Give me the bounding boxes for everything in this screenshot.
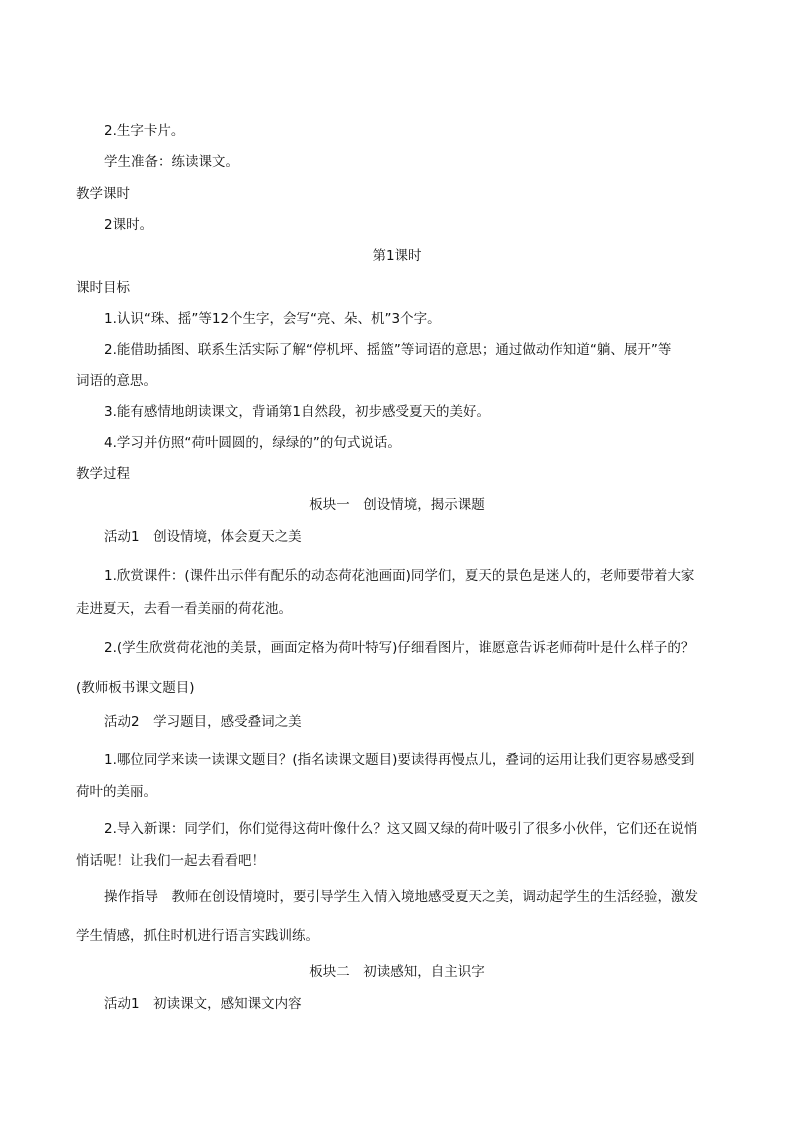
activity-line: 荷叶的美丽。 [76,784,157,800]
activity-line: 1.欣赏课件：(课件出示伴有配乐的动态荷花池画面)同学们，夏天的景色是迷人的，老师要带着大家 [104,568,695,584]
prep-item-cards: 2.生字卡片。 [104,123,185,139]
activity-title: 活动1 创设情境，体会夏天之美 [104,529,302,545]
operation-guide: 操作指导 教师在创设情境时，要引导学生入情入境地感受夏天之美，调动起学生的生活经验，激发 [104,889,698,905]
activity-line: 2.导入新课：同学们，你们觉得这荷叶像什么？这又圆又绿的荷叶吸引了很多小伙伴，它们还在说悄 [104,821,698,837]
process-heading: 教学过程 [76,466,130,482]
goal-line: 4.学习并仿照“荷叶圆圆的，绿绿的”的句式说话。 [104,435,401,451]
activity-line: 2.(学生欣赏荷花池的美景，画面定格为荷叶特写)仔细看图片，谁愿意告诉老师荷叶是什么样子的？ [104,640,695,656]
activity-line: 悄话呢！让我们一起去看看吧！ [76,853,265,869]
goal-line: 2.能借助插图、联系生活实际了解“停机坪、摇篮”等词语的意思；通过做动作知道“躺、展开”等 [104,342,672,358]
student-preparation: 学生准备：练读课文。 [104,154,239,170]
lesson-title: 第1课时 [372,248,422,264]
activity-title: 活动2 学习题目，感受叠词之美 [104,714,302,730]
activity-title: 活动1 初读课文，感知课文内容 [104,996,302,1012]
block-title: 板块二 初读感知，自主识字 [309,964,485,980]
goals-heading: 课时目标 [76,280,130,296]
operation-guide: 学生情感，抓住时机进行语言实践训练。 [76,928,319,944]
goal-line: 3.能有感情地朗读课文，背诵第1自然段，初步感受夏天的美好。 [104,404,490,420]
activity-line: (教师板书课文题目) [76,680,195,696]
activity-line: 1.哪位同学来读一读课文题目？(指名读课文题目)要读得再慢点儿，叠词的运用让我们更容易感受到 [104,752,695,768]
schedule-value: 2课时。 [104,217,154,233]
activity-line: 走进夏天，去看一看美丽的荷花池。 [76,601,292,617]
schedule-heading: 教学课时 [76,186,130,202]
goal-line: 词语的意思。 [76,373,157,389]
block-title: 板块一 创设情境，揭示课题 [309,497,485,513]
goal-line: 1.认识“珠、摇”等12个生字，会写“亮、朵、机”3个字。 [104,311,441,327]
